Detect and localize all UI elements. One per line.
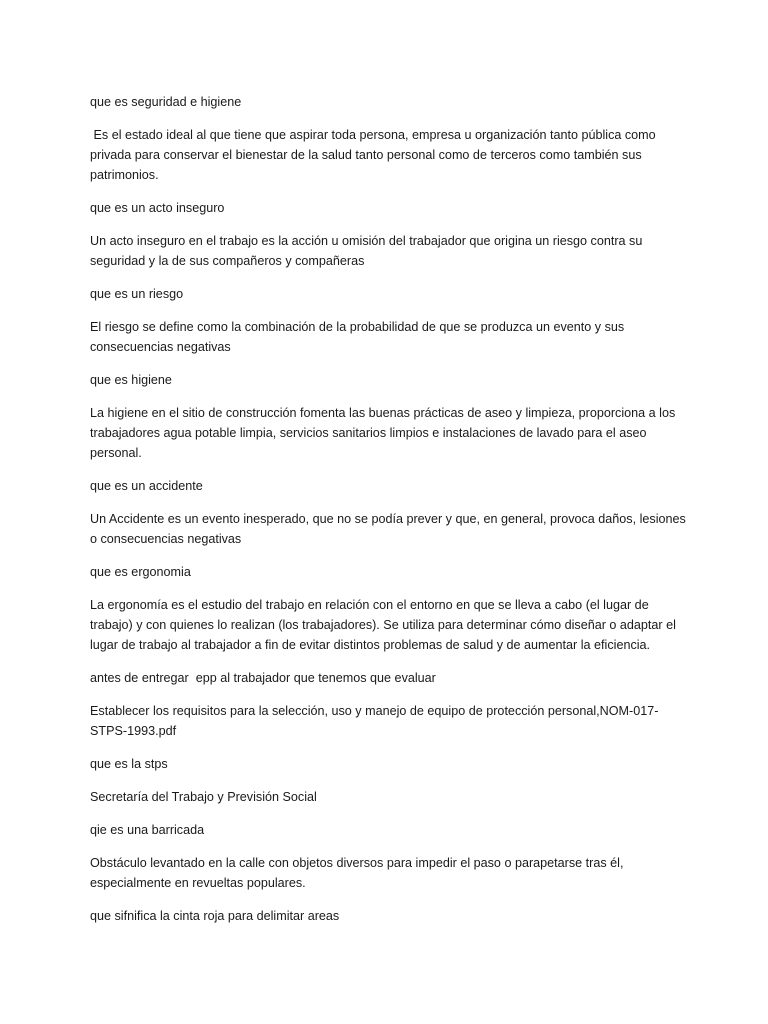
answer-ergonomia: La ergonomía es el estudio del trabajo en relación con el entorno en que se lleva a cabo (el lugar de trabajo) y con quienes lo realizan (los trabajadores). Se utiliza para determinar cómo diseñar o adaptar el lugar de trabajo al trabajador a fin de evitar distintos problemas de salud y de aumentar la eficiencia. [90, 598, 676, 652]
question-cinta-roja: que sifnifica la cinta roja para delimitar areas [90, 909, 340, 923]
question-riesgo: que es un riesgo [90, 287, 184, 301]
answer-acto-inseguro: Un acto inseguro en el trabajo es la acción u omisión del trabajador que origina un riesgo contra su seguridad y la de sus compañeros y compañeras [90, 234, 643, 268]
question-acto-inseguro: que es un acto inseguro [90, 201, 225, 215]
question-accidente: que es un accidente [90, 479, 203, 493]
question-epp: antes de entregar epp al trabajador que tenemos que evaluar [90, 671, 436, 685]
answer-barricada: Obstáculo levantado en la calle con objetos diversos para impedir el paso o parapetarse tras él, especialmente en revueltas populares. [90, 856, 624, 890]
question-barricada: qie es una barricada [90, 823, 205, 837]
answer-seguridad-e-higiene: Es el estado ideal al que tiene que aspirar toda persona, empresa u organización tanto pública como privada para conservar el bienestar de la salud tanto personal como de terceros como también sus patrimonios. [90, 128, 660, 182]
answer-higiene: La higiene en el sitio de construcción fomenta las buenas prácticas de aseo y limpieza, proporciona a los trabajadores agua potable limpia, servicios sanitarios limpios e instalaciones de lavado para el aseo personal. [90, 406, 676, 460]
document-body [90, 92, 690, 939]
question-higiene: que es higiene [90, 373, 172, 387]
answer-riesgo: El riesgo se define como la combinación de la probabilidad de que se produzca un evento y sus consecuencias negativas [90, 320, 625, 354]
answer-stps: Secretaría del Trabajo y Previsión Social [90, 790, 317, 804]
question-stps: que es la stps [90, 757, 168, 771]
answer-epp: Establecer los requisitos para la selección, uso y manejo de equipo de protección personal,NOM-017-STPS-1993.pdf [90, 704, 659, 738]
question-seguridad-e-higiene: que es seguridad e higiene [90, 95, 242, 109]
answer-accidente: Un Accidente es un evento inesperado, que no se podía prever y que, en general, provoca daños, lesiones o consecuencias negativas [90, 512, 686, 546]
question-ergonomia: que es ergonomia [90, 565, 191, 579]
